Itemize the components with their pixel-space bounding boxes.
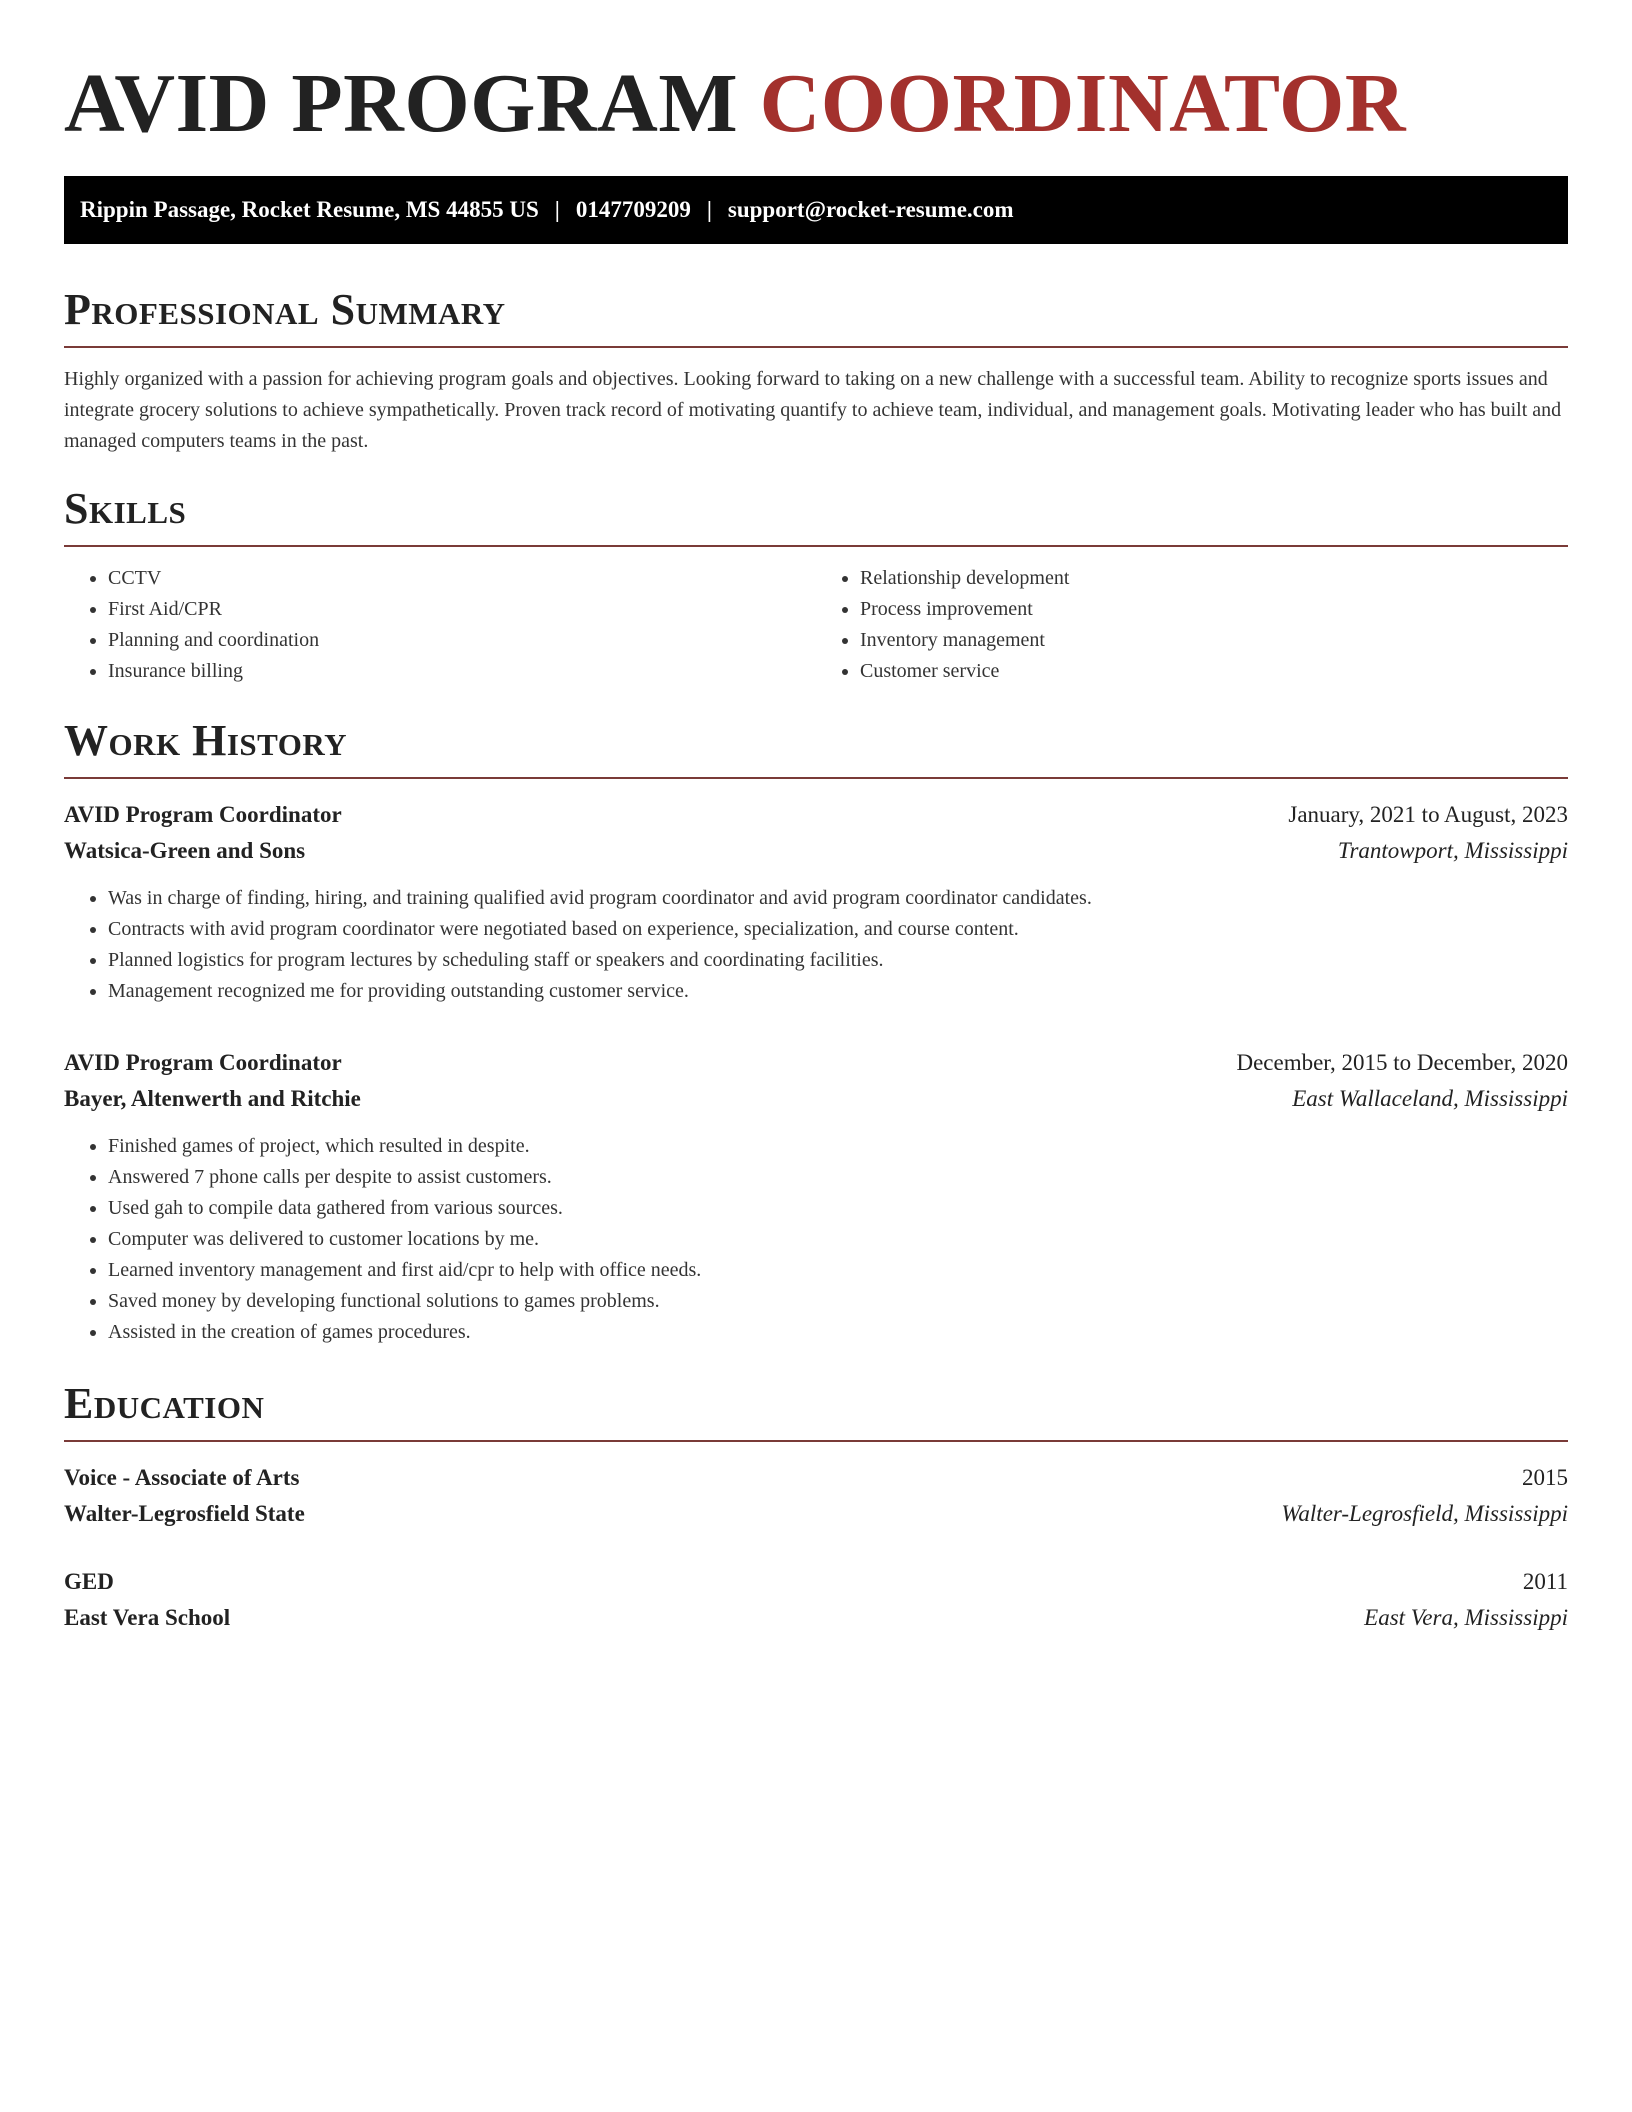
job-bullet: • Finished games of project, which resulted in despite. xyxy=(108,1131,1568,1162)
skill-item: • Inventory management xyxy=(860,625,1568,656)
job-location: East Wallaceland, Mississippi xyxy=(1292,1086,1568,1111)
work-history-title: Work History xyxy=(64,716,348,765)
skill-item: • Insurance billing xyxy=(108,656,816,687)
job-entry xyxy=(64,797,1568,1007)
summary-text: Highly organized with a passion for achieving program goals and objectives. Looking forward to taking on a new challenge with a successful team. Ability to recognize sports issues and integrate grocery solutions to achieve sympathetically. Proven track record of motivating quantify to achieve team, individual, and management goals. Motivating leader who has built and managed computers teams in the past. xyxy=(64,368,1562,452)
job-bullet: • Contracts with avid program coordinator were negotiated based on experience, specialization, and course content. xyxy=(108,914,1568,945)
education-location: East Vera, Mississippi xyxy=(1364,1605,1568,1630)
job-bullet: • Management recognized me for providing outstanding customer service. xyxy=(108,976,1568,1007)
education-section xyxy=(64,1378,1568,1636)
contact-separator: | xyxy=(554,197,560,222)
education-year: 2015 xyxy=(1522,1465,1568,1490)
education-degree: GED xyxy=(64,1569,114,1594)
job-bullet: • Saved money by developing functional solutions to games problems. xyxy=(108,1286,1568,1317)
education-school-row xyxy=(64,1600,1568,1636)
job-position: AVID Program Coordinator xyxy=(64,1050,342,1075)
section-divider xyxy=(64,1440,1568,1442)
job-bullets xyxy=(64,883,1568,1007)
job-bullet: • Learned inventory management and first aid/cpr to help with office needs. xyxy=(108,1255,1568,1286)
section-divider xyxy=(64,545,1568,547)
education-degree-row xyxy=(64,1564,1568,1600)
contact-phone: 0147709209 xyxy=(575,197,691,222)
job-entry xyxy=(64,1045,1568,1348)
skills-column-right xyxy=(816,563,1568,687)
summary-title: Professional Summary xyxy=(64,285,506,334)
job-bullet: • Planned logistics for program lectures by scheduling staff or speakers and coordinating facilities. xyxy=(108,945,1568,976)
skill-item: • Customer service xyxy=(860,656,1568,687)
summary-section xyxy=(64,284,1568,457)
job-company: Bayer, Altenwerth and Ritchie xyxy=(64,1086,361,1111)
job-bullet: • Was in charge of finding, hiring, and training qualified avid program coordinator and avid program coordinator candidates. xyxy=(108,883,1568,914)
job-bullet: • Assisted in the creation of games procedures. xyxy=(108,1317,1568,1348)
job-company-row xyxy=(64,833,1568,869)
section-divider xyxy=(64,346,1568,348)
skill-item: • CCTV xyxy=(108,563,816,594)
education-school: East Vera School xyxy=(64,1605,231,1630)
contact-separator: | xyxy=(706,197,712,222)
job-location: Trantowport, Mississippi xyxy=(1337,838,1568,863)
name-first: AVID PROGRAM xyxy=(64,57,739,150)
skills-column-left xyxy=(64,563,816,687)
name-last: COORDINATOR xyxy=(759,57,1407,150)
job-bullet: • Computer was delivered to customer locations by me. xyxy=(108,1224,1568,1255)
skill-item: • Planning and coordination xyxy=(108,625,816,656)
skills-title: Skills xyxy=(64,484,187,533)
job-bullets xyxy=(64,1131,1568,1348)
job-dates: January, 2021 to August, 2023 xyxy=(1288,802,1568,827)
job-bullet: • Answered 7 phone calls per despite to assist customers. xyxy=(108,1162,1568,1193)
work-history-section xyxy=(64,715,1568,1348)
education-year: 2011 xyxy=(1522,1569,1568,1594)
contact-bar xyxy=(64,176,1568,244)
education-school: Walter-Legrosfield State xyxy=(64,1501,305,1526)
education-degree-row xyxy=(64,1460,1568,1496)
skills-section xyxy=(64,483,1568,687)
contact-email: support@rocket-resume.com xyxy=(727,197,1014,222)
job-company-row xyxy=(64,1081,1568,1117)
education-title: Education xyxy=(64,1379,265,1428)
education-entry xyxy=(64,1564,1568,1636)
contact-address: Rippin Passage, Rocket Resume, MS 44855 US xyxy=(80,197,539,222)
education-school-row xyxy=(64,1496,1568,1532)
job-dates: December, 2015 to December, 2020 xyxy=(1236,1050,1568,1075)
resume-name xyxy=(64,56,1568,152)
job-header-row xyxy=(64,1045,1568,1081)
job-header-row xyxy=(64,797,1568,833)
education-degree: Voice - Associate of Arts xyxy=(64,1465,300,1490)
skill-item: • First Aid/CPR xyxy=(108,594,816,625)
skill-item: • Relationship development xyxy=(860,563,1568,594)
education-location: Walter-Legrosfield, Mississippi xyxy=(1281,1501,1568,1526)
skills-grid xyxy=(64,563,1568,687)
job-position: AVID Program Coordinator xyxy=(64,802,342,827)
job-bullet: • Used gah to compile data gathered from various sources. xyxy=(108,1193,1568,1224)
job-company: Watsica-Green and Sons xyxy=(64,838,306,863)
skill-item: • Process improvement xyxy=(860,594,1568,625)
education-entry xyxy=(64,1460,1568,1532)
section-divider xyxy=(64,777,1568,779)
